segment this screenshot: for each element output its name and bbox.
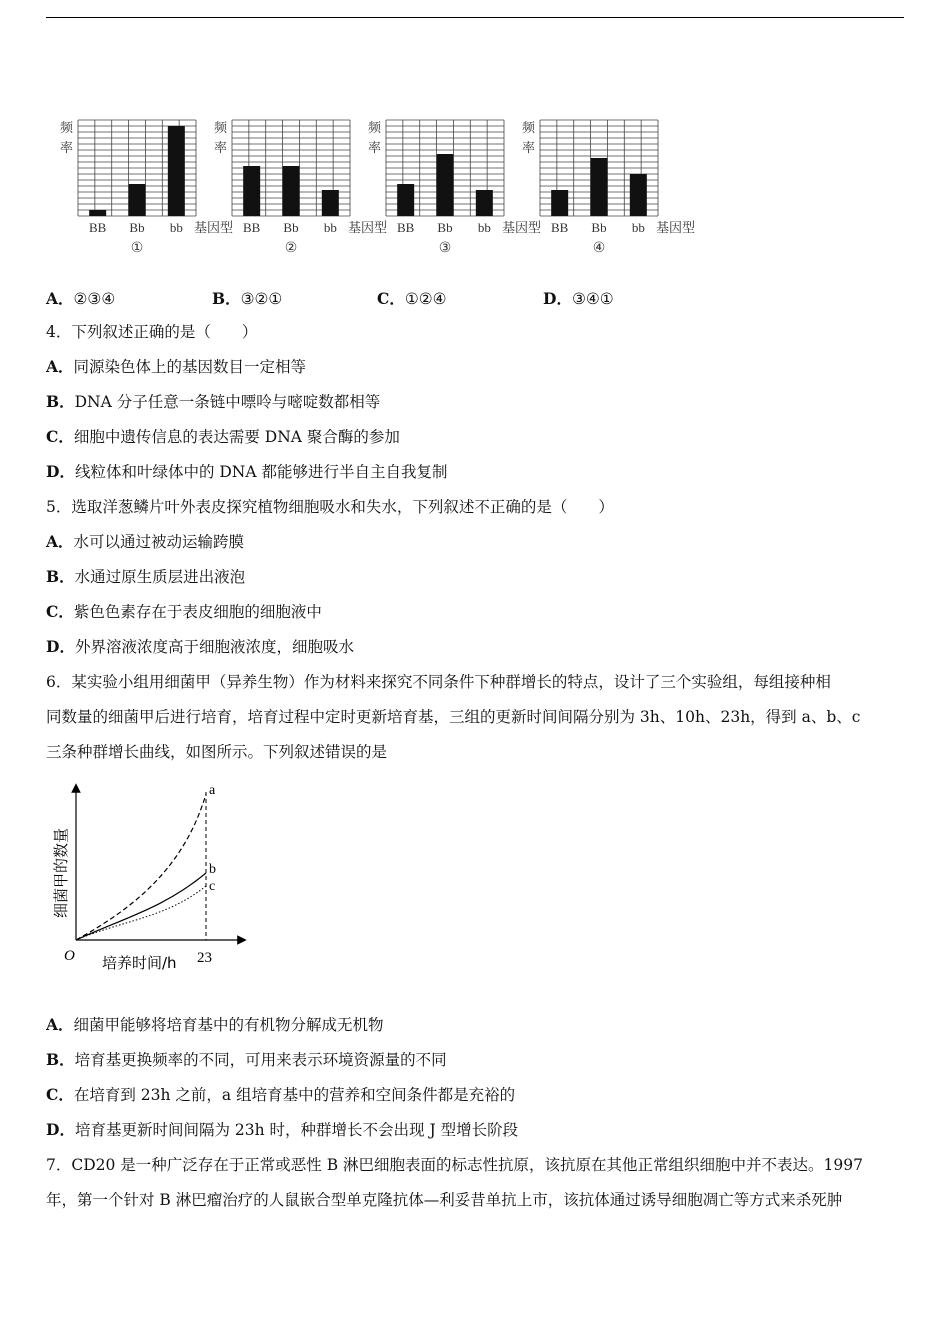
q5-option-a: A．水可以通过被动运输跨膜 — [46, 532, 245, 551]
histogram-bar-Bb — [129, 184, 146, 216]
population-growth-graph — [44, 778, 284, 978]
histogram-panel-number: ③ — [438, 240, 452, 256]
q6-stem-line-1: 6．某实验小组用细菌甲（异养生物）作为材料来探究不同条件下种群增长的特点，设计了三个实验组，每组接种相 — [46, 673, 831, 691]
histogram-category-label: bb — [477, 220, 491, 235]
curve-a-label: a — [209, 783, 216, 798]
histogram-bar-Bb — [437, 154, 454, 216]
q4-option-a: A．同源染色体上的基因数目一定相等 — [46, 357, 307, 376]
histogram-category-label: Bb — [129, 220, 145, 235]
histogram-category-label: bb — [169, 220, 183, 235]
histogram-bar-BB — [89, 210, 106, 216]
histogram-svg — [40, 108, 740, 258]
histogram-x-axis-title: 基因型 — [194, 221, 234, 236]
histogram-category-label: bb — [323, 220, 337, 235]
histogram-bar-bb — [322, 190, 339, 216]
y-axis-label: 细菌甲的数量 — [52, 827, 70, 918]
histogram-bar-bb — [476, 190, 493, 216]
q3-option-b: B．③②① — [212, 289, 283, 308]
q4-stem: 4．下列叙述正确的是（ ） — [46, 323, 258, 341]
x-axis-label: 培养时间/h — [102, 954, 177, 972]
histogram-y-label-char: 频 — [368, 121, 382, 136]
histogram-category-label: Bb — [283, 220, 299, 235]
q7-line-1: 7．CD20 是一种广泛存在于正常或恶性 B 淋巴细胞表面的标志性抗原，该抗原在其他正常组织细胞中并不表达。1997 — [46, 1156, 863, 1174]
histogram-category-label: BB — [396, 220, 415, 235]
origin-label: O — [64, 948, 75, 964]
q3-option-d: D．③④① — [543, 289, 614, 308]
curve-c-label: c — [209, 879, 216, 894]
q5-stem: 5．选取洋葱鳞片叶外表皮探究植物细胞吸水和失水，下列叙述不正确的是（ ） — [46, 498, 614, 516]
histogram-y-label-char: 频 — [522, 121, 536, 136]
x-tick-23: 23 — [197, 950, 212, 966]
histogram-category-label: BB — [550, 220, 569, 235]
histogram-category-label: BB — [242, 220, 261, 235]
histogram-y-label-char: 率 — [368, 141, 382, 156]
growth-svg — [44, 778, 284, 978]
histogram-y-label-char: 率 — [60, 141, 74, 156]
q3-option-c: C．①②④ — [377, 289, 447, 308]
histogram-y-label-char: 频 — [214, 121, 228, 136]
histogram-panel-number: ④ — [592, 240, 606, 256]
q3-option-a: A．②③④ — [46, 289, 116, 308]
histogram-bar-bb — [168, 126, 185, 216]
histogram-bar-Bb — [283, 166, 300, 216]
histogram-x-axis-title: 基因型 — [502, 221, 542, 236]
curve-a — [76, 794, 206, 940]
q5-option-c: C．紫色色素存在于表皮细胞的细胞液中 — [46, 602, 322, 621]
histogram-y-label-char: 率 — [522, 141, 536, 156]
histogram-category-label: Bb — [437, 220, 453, 235]
histogram-bar-BB — [551, 190, 568, 216]
q4-option-c: C．细胞中遗传信息的表达需要 DNA 聚合酶的参加 — [46, 427, 400, 446]
genotype-frequency-charts — [40, 108, 740, 258]
histogram-bar-Bb — [591, 158, 608, 216]
curve-b — [76, 873, 206, 940]
histogram-category-label: bb — [631, 220, 645, 235]
q6-option-d: D．培育基更新时间间隔为 23h 时，种群增长不会出现 J 型增长阶段 — [46, 1120, 519, 1139]
curve-b-label: b — [209, 862, 216, 877]
histogram-x-axis-title: 基因型 — [348, 221, 388, 236]
q6-stem-line-3: 三条种群增长曲线，如图所示。下列叙述错误的是 — [46, 743, 388, 761]
q4-option-b: B．DNA 分子任意一条链中嘌呤与嘧啶数都相等 — [46, 392, 381, 411]
q6-option-c: C．在培育到 23h 之前，a 组培育基中的营养和空间条件都是充裕的 — [46, 1085, 516, 1104]
q6-option-b: B．培育基更换频率的不同，可用来表示环境资源量的不同 — [46, 1050, 447, 1069]
q5-option-d: D．外界溶液浓度高于细胞液浓度，细胞吸水 — [46, 637, 354, 656]
q5-option-b: B．水通过原生质层进出液泡 — [46, 567, 246, 586]
histogram-bar-BB — [397, 184, 414, 216]
histogram-bar-bb — [630, 174, 647, 216]
q4-option-d: D．线粒体和叶绿体中的 DNA 都能够进行半自主自我复制 — [46, 462, 448, 481]
q7-line-2: 年，第一个针对 B 淋巴瘤治疗的人鼠嵌合型单克隆抗体—利妥昔单抗上市，该抗体通过诱导细胞凋亡等方式来杀死肿 — [46, 1191, 843, 1209]
histogram-x-axis-title: 基因型 — [656, 221, 696, 236]
histogram-category-label: BB — [88, 220, 107, 235]
header-rule — [46, 17, 904, 18]
q6-stem-line-2: 同数量的细菌甲后进行培育，培育过程中定时更新培育基，三组的更新时间间隔分别为 3h、10h、23h，得到 a、b、c — [46, 708, 861, 726]
histogram-bar-BB — [243, 166, 260, 216]
histogram-y-label-char: 频 — [60, 121, 74, 136]
histogram-category-label: Bb — [591, 220, 607, 235]
histogram-panel-number: ① — [130, 240, 144, 256]
histogram-panel-number: ② — [284, 240, 298, 256]
histogram-y-label-char: 率 — [214, 141, 228, 156]
q6-option-a: A．细菌甲能够将培育基中的有机物分解成无机物 — [46, 1015, 384, 1034]
q3-options — [46, 287, 746, 307]
